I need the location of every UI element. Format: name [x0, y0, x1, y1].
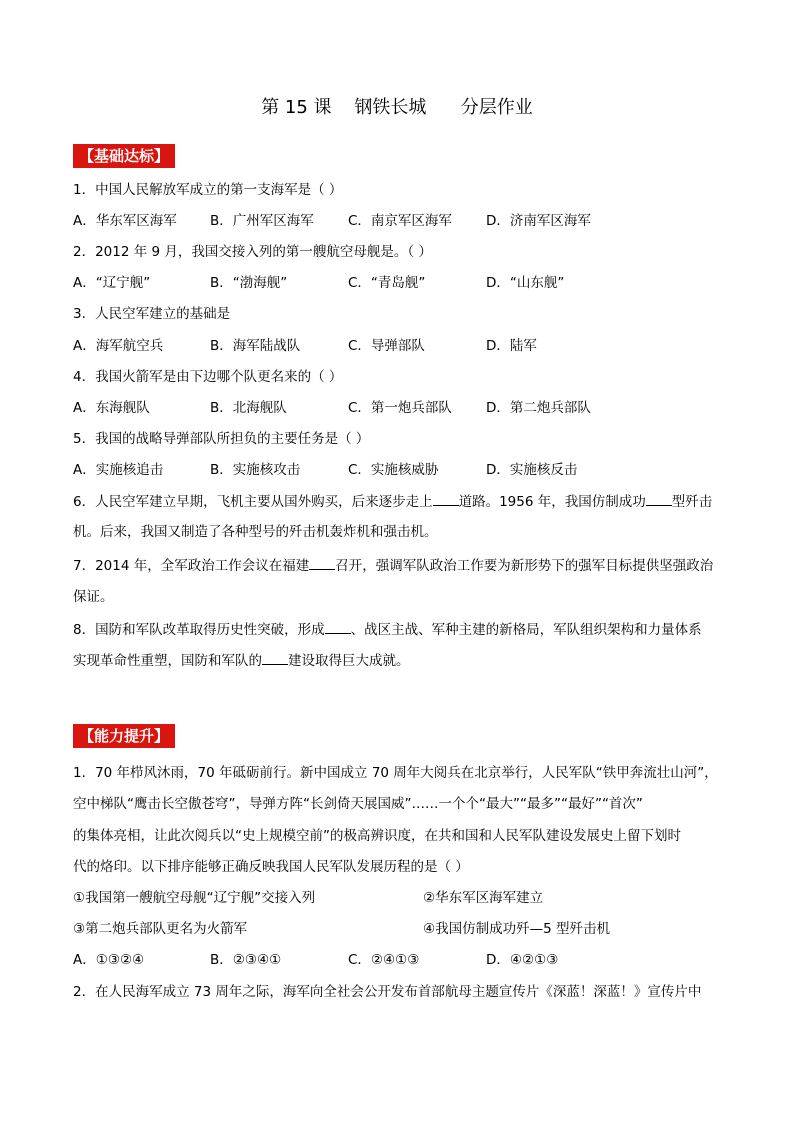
- basic-q6-text-b: 道路。1956 年，我国仿制成功: [458, 494, 646, 510]
- basic-q8-text-a: 8．国防和军队改革取得历史性突破，形成: [73, 622, 325, 638]
- basic-q7-text-b: 召开，强调军队政治工作要为新形势下的强军目标提供坚强政治: [335, 558, 714, 574]
- basic-q5-option-a: A．实施核追击: [73, 462, 164, 478]
- basic-q2-stem: 2．2012 年 9 月，我国交接入列的第一艘航空母舰是。（ ）: [73, 244, 432, 260]
- basic-q3-option-d: D．陆军: [486, 338, 537, 354]
- basic-q6-line2: 机。后来，我国又制造了各种型号的歼击机轰炸机和强击机。: [73, 524, 438, 540]
- basic-q8-text-b: 、战区主战、军种主建的新格局，军队组织架构和力量体系: [350, 622, 702, 638]
- advanced-q1-line3: 的集体亮相，让此次阅兵以“史上规模空前”的极高辨识度，在共和国和人民军队建设发展史上留下划时: [73, 828, 681, 844]
- basic-q5-option-c: C．实施核威胁: [348, 462, 439, 478]
- answer-blank[interactable]: [433, 491, 459, 506]
- basic-q3-option-a: A．海军航空兵: [73, 338, 164, 354]
- basic-q6-text-a: 6．人民空军建立早期，飞机主要从国外购买，后来逐步走上: [73, 494, 433, 510]
- section-advanced-label: 【能力提升】: [73, 724, 175, 748]
- basic-q4-option-c: C．第一炮兵部队: [348, 400, 452, 416]
- basic-q1-option-a: A．华东军区海军: [73, 213, 177, 229]
- answer-blank[interactable]: [325, 619, 351, 634]
- advanced-q1-item-1: ①我国第一艘航空母舰“辽宁舰”交接入列: [73, 890, 316, 906]
- basic-q2-option-d: D．“山东舰”: [486, 275, 565, 291]
- basic-q7-text-a: 7．2014 年，全军政治工作会议在福建: [73, 558, 310, 574]
- basic-q3-stem: 3．人民空军建立的基础是: [73, 306, 231, 322]
- basic-q4-stem: 4．我国火箭军是由下边哪个队更名来的（ ）: [73, 369, 343, 385]
- answer-blank[interactable]: [309, 555, 335, 570]
- answer-blank[interactable]: [262, 650, 288, 665]
- answer-blank[interactable]: [646, 491, 672, 506]
- basic-q5-option-b: B．实施核攻击: [210, 462, 301, 478]
- advanced-q1-line1: 1．70 年栉风沐雨，70 年砥砺前行。新中国成立 70 周年大阅兵在北京举行，人民军队“铁甲奔流壮山河”，: [73, 765, 718, 781]
- page-title: 第 15 课 钢铁长城 分层作业: [261, 97, 533, 118]
- basic-q3-option-c: C．导弹部队: [348, 338, 425, 354]
- basic-q4-option-d: D．第二炮兵部队: [486, 400, 591, 416]
- advanced-q1-item-2: ②华东军区海军建立: [423, 890, 544, 906]
- advanced-q1-item-4: ④我国仿制成功歼—5 型歼击机: [423, 921, 610, 937]
- basic-q8-line1: [73, 619, 702, 640]
- basic-q7-line2: 保证。: [73, 589, 114, 605]
- basic-q3-option-b: B．海军陆战队: [210, 338, 301, 354]
- basic-q5-stem: 5．我国的战略导弹部队所担负的主要任务是（ ）: [73, 431, 370, 447]
- section-basic-label: 【基础达标】: [73, 144, 175, 168]
- basic-q8-text-d: 建设取得巨大成就。: [288, 653, 410, 669]
- advanced-q1-line4: 代的烙印。以下排序能够正确反映我国人民军队发展历程的是（ ）: [73, 859, 469, 875]
- basic-q8-line2: [73, 650, 410, 671]
- basic-q1-option-c: C．南京军区海军: [348, 213, 452, 229]
- basic-q2-option-b: B．“渤海舰”: [210, 275, 288, 291]
- advanced-q1-option-c: C．②④①③: [348, 952, 420, 968]
- basic-q4-option-b: B．北海舰队: [210, 400, 287, 416]
- basic-q2-option-a: A．“辽宁舰”: [73, 275, 151, 291]
- basic-q2-option-c: C．“青岛舰”: [348, 275, 426, 291]
- basic-q1-stem: 1．中国人民解放军成立的第一支海军是（ ）: [73, 182, 343, 198]
- basic-q6-line1: [73, 491, 712, 512]
- advanced-q1-line2: 空中梯队“鹰击长空傲苍穹”，导弹方阵“长剑倚天展国威”……一个个“最大”“最多”“最好”“首次”: [73, 796, 643, 812]
- advanced-q1-option-a: A．①③②④: [73, 952, 145, 968]
- basic-q5-option-d: D．实施核反击: [486, 462, 578, 478]
- basic-q1-option-d: D．济南军区海军: [486, 213, 591, 229]
- basic-q8-text-c: 实现革命性重塑，国防和军队的: [73, 653, 262, 669]
- advanced-q1-item-3: ③第二炮兵部队更名为火箭军: [73, 921, 248, 937]
- basic-q7-line1: [73, 555, 713, 576]
- basic-q4-option-a: A．东海舰队: [73, 400, 150, 416]
- advanced-q1-option-b: B．②③④①: [210, 952, 282, 968]
- basic-q1-option-b: B．广州军区海军: [210, 213, 314, 229]
- advanced-q1-option-d: D．④②①③: [486, 952, 559, 968]
- advanced-q2-line1: 2．在人民海军成立 73 周年之际，海军向全社会公开发布首部航母主题宣传片《深蓝！深蓝！》宣传片中: [73, 984, 702, 1000]
- basic-q6-text-c: 型歼击: [671, 494, 713, 510]
